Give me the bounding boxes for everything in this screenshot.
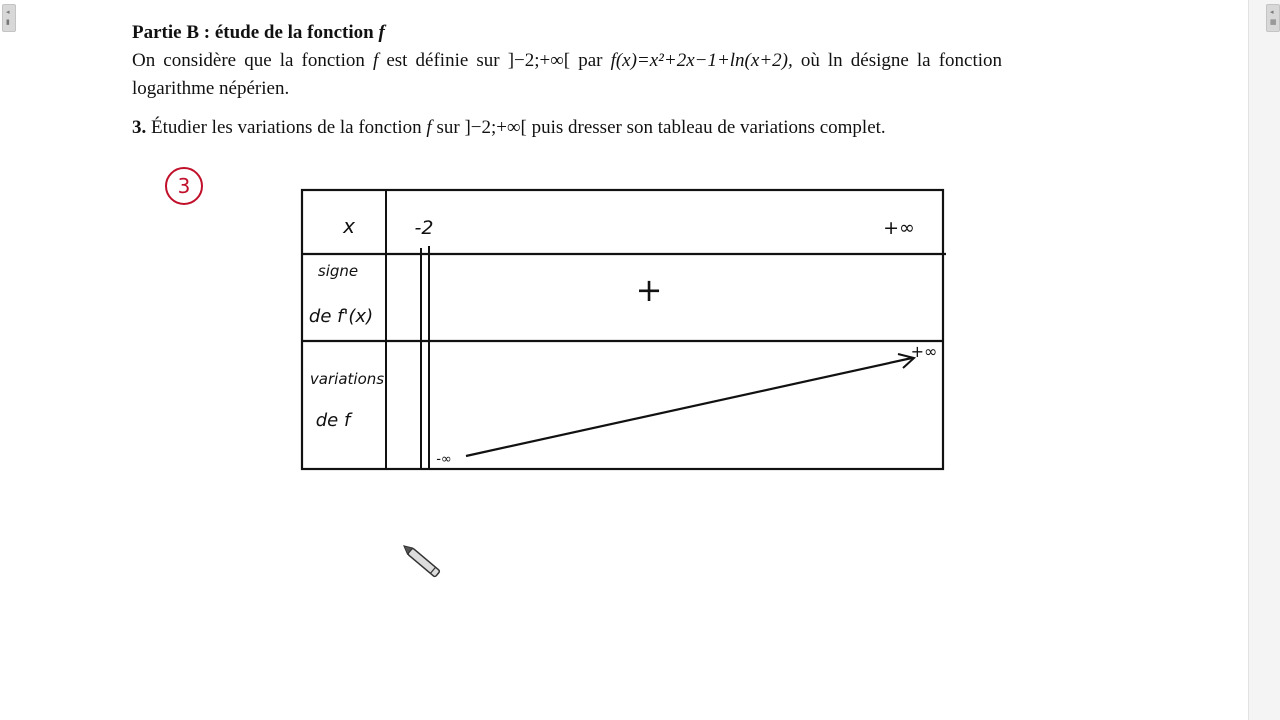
annotation-number: 3 xyxy=(177,174,191,198)
intro-where: où ln désigne la fonction logarithme népérien. xyxy=(132,50,1003,99)
section-title: Partie B : étude de la fonction xyxy=(132,22,374,43)
intro-formula: f(x)=x²+2x−1+ln(x+2), xyxy=(610,50,793,71)
intro-par: par xyxy=(578,50,603,71)
intro-interval: ]−2;+∞[ xyxy=(507,50,571,71)
intro-fvar: f xyxy=(372,50,379,71)
row-label-x: x xyxy=(343,214,355,238)
row-label-sign-1: signe xyxy=(317,262,359,280)
row-label-sign-2: de f'(x) xyxy=(308,306,374,327)
x-end-value: +∞ xyxy=(883,217,915,239)
variation-start-value: -∞ xyxy=(436,452,452,467)
table-border xyxy=(302,190,943,469)
question-text-3: puis dresser son tableau de variations complet. xyxy=(531,117,886,138)
circled-annotation xyxy=(166,168,202,204)
intro-text-2: est définie sur xyxy=(386,50,500,71)
x-start-value: -2 xyxy=(414,217,434,239)
derivative-sign: + xyxy=(635,271,663,309)
right-scroll-rail[interactable] xyxy=(1248,0,1280,720)
variation-end-value: +∞ xyxy=(910,342,938,361)
question-number: 3. xyxy=(132,117,147,138)
row-label-var-2: de f xyxy=(315,410,351,431)
increasing-arrow-line xyxy=(466,358,912,456)
question-text-2: sur xyxy=(436,117,460,138)
question-text-1: Étudier les variations de la fonction xyxy=(151,117,422,138)
right-corner-tab[interactable]: ◂ ▦ xyxy=(1266,4,1280,32)
row-label-var-1: variations xyxy=(309,370,385,388)
left-corner-tab[interactable]: ◂ ▮ xyxy=(2,4,16,32)
pen-cursor-icon xyxy=(401,543,440,577)
intro-text-1: On considère que la fonction xyxy=(132,50,365,71)
question-fvar: f xyxy=(426,117,432,138)
question-interval: ]−2;+∞[ xyxy=(464,117,527,138)
variation-table xyxy=(302,190,946,469)
function-name: f xyxy=(378,22,385,43)
